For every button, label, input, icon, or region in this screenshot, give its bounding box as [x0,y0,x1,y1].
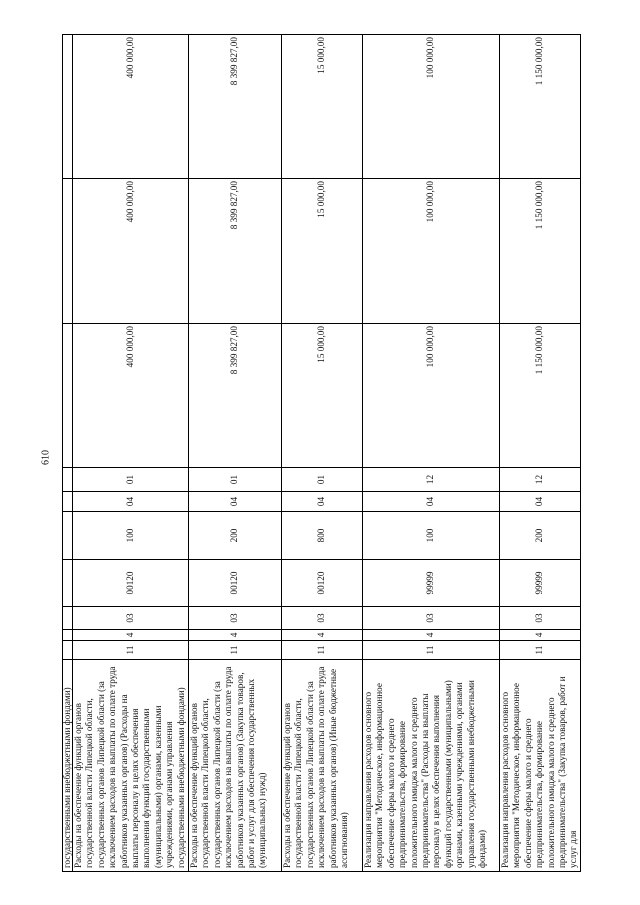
table-row [189,35,282,872]
code-cell: 100 [363,512,500,560]
code-cell: 4 [363,630,500,641]
amount-cell: 400 000,00 [73,179,189,324]
code-cell: 00120 [282,560,363,607]
code-cell: 4 [282,630,363,641]
budget-table-container [62,35,579,872]
amount-cell: 15 000,00 [282,179,363,324]
table-row [282,35,363,872]
description-cell: Расходы на обеспечение функций органов государственной власти Липецкой области, государственных органов Липецкой области (за исключением расходов на выплаты по оплате труда работников указанных органов) (Расходы на выплаты персоналу в целях обеспечения выполнения функций государственными (муниципальными) органами, казенными учреждениями, органами управления государственными внебюджетными фондами) [73,660,189,872]
page-number: 610 [40,450,52,465]
amount-cell: 1 150 000,00 [500,35,581,179]
code-cell: 11 [363,641,500,660]
code-cell: 01 [189,468,282,492]
description-cell: государственными внебюджетными фондами) [63,660,73,872]
code-cell: 11 [73,641,189,660]
amount-cell: 100 000,00 [363,324,500,468]
table-row [363,35,500,872]
description-cell: Реализация направления расходов основного мероприятия "Методическое, информационное обеспечение сферы малого и среднего предпринимательства, формирование положительного имиджа малого и среднего предпринимательства" (Расходы на выплаты персоналу в целях обеспечения выполнения функций государственными (муниципальными) органами, казенными учреждениями, органами управления государственными внебюджетными фондами) [363,660,500,872]
code-cell: 04 [500,492,581,512]
code-cell: 03 [189,607,282,630]
code-cell: 4 [73,630,189,641]
code-cell: 04 [282,492,363,512]
code-cell: 200 [500,512,581,560]
amount-cell: 15 000,00 [282,35,363,179]
amount-cell: 400 000,00 [73,324,189,468]
amount-cell: 8 399 827,00 [189,179,282,324]
code-cell: 200 [189,512,282,560]
code-cell: 99999 [363,560,500,607]
amount-cell: 8 399 827,00 [189,324,282,468]
code-cell: 03 [282,607,363,630]
code-cell: 12 [363,468,500,492]
code-cell: 04 [189,492,282,512]
code-cell: 00120 [189,560,282,607]
code-cell: 01 [282,468,363,492]
code-cell: 03 [363,607,500,630]
code-cell: 11 [500,641,581,660]
amount-cell: 400 000,00 [73,35,189,179]
amount-cell: 1 150 000,00 [500,179,581,324]
code-cell: 01 [73,468,189,492]
code-cell: 03 [500,607,581,630]
code-cell: 03 [73,607,189,630]
code-cell: 800 [282,512,363,560]
code-cell: 12 [500,468,581,492]
code-cell: 11 [189,641,282,660]
code-cell: 4 [500,630,581,641]
description-cell: Расходы на обеспечение функций органов государственной власти Липецкой области, государственных органов Липецкой области (за исключением расходов на выплаты по оплате труда работников указанных органов) (Иные бюджетные ассигнования) [282,660,363,872]
amount-cell: 100 000,00 [363,179,500,324]
budget-table [62,34,581,872]
amount-cell: 8 399 827,00 [189,35,282,179]
code-cell: 99999 [500,560,581,607]
code-cell: 04 [73,492,189,512]
code-cell: 100 [73,512,189,560]
code-cell: 4 [189,630,282,641]
code-cell: 11 [282,641,363,660]
amount-cell: 100 000,00 [363,35,500,179]
code-cell: 00120 [73,560,189,607]
budget-table-rotated [62,35,579,872]
description-cell: Реализация направления расходов основного мероприятия "Методическое, информационное обеспечение сферы малого и среднего предпринимательства, формирование положительного имиджа малого и среднего предпринимательства" (Закупка товаров, работ и услуг для [500,660,581,872]
amount-cell: 1 150 000,00 [500,324,581,468]
code-cell: 04 [363,492,500,512]
table-row [500,35,581,872]
amount-cell: 15 000,00 [282,324,363,468]
table-row [63,35,73,872]
table-row [73,35,189,872]
description-cell: Расходы на обеспечение функций органов государственной власти Липецкой области, государственных органов Липецкой области (за исключением расходов на выплаты по оплате труда работников указанных органов) (Закупка товаров, работ и услуг для обеспечения государственных (муниципальных) нужд) [189,660,282,872]
